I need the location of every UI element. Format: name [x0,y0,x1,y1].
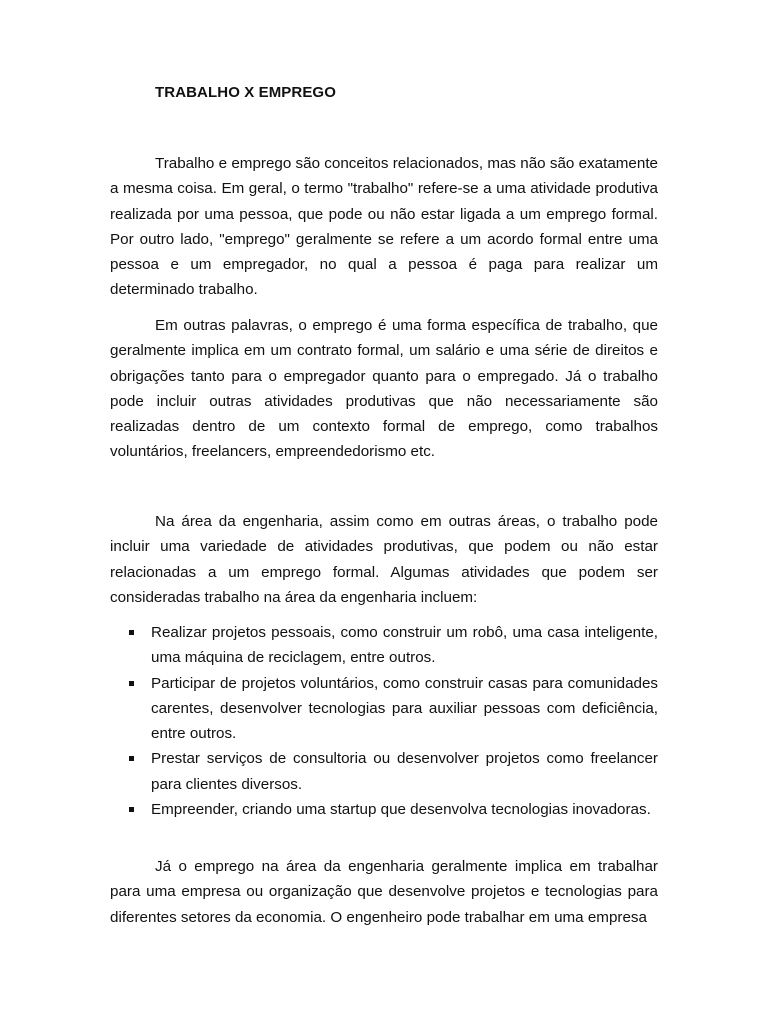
paragraph-2 [110,313,658,465]
list-item [110,746,658,797]
square-bullet-icon [129,807,134,812]
paragraph-text: Trabalho e emprego são conceitos relacionados, mas não são exatamente a mesma coisa. Em geral, o termo "trabalho" refere-se a uma atividade produtiva realizada por uma pessoa, que pode ou não estar ligada a um emprego formal. Por outro lado, "emprego" geralmente se refere a um acordo formal entre uma pessoa e um empregador, no qual a pessoa é paga para realizar um determinado trabalho. [110,155,658,299]
list-item [110,797,658,822]
list-item [110,620,658,671]
activities-list [110,620,658,822]
list-item-text: Empreender, criando uma startup que desenvolva tecnologias inovadoras. [151,801,651,819]
list-item-text: Prestar serviços de consultoria ou desenvolver projetos como freelancer para clientes diversos. [151,750,658,793]
paragraph-3 [110,509,658,610]
square-bullet-icon [129,756,134,761]
paragraph-text: Na área da engenharia, assim como em outras áreas, o trabalho pode incluir uma variedade de atividades produtivas, que podem ou não estar relacionadas a um emprego formal. Algumas atividades que podem ser consideradas trabalho na área da engenharia incluem: [110,513,658,606]
square-bullet-icon [129,630,134,635]
square-bullet-icon [129,681,134,686]
paragraph-text: Já o emprego na área da engenharia geralmente implica em trabalhar para uma empresa ou organização que desenvolve projetos e tecnologias para diferentes setores da economia. O engenheiro pode trabalhar em uma empresa [110,858,658,926]
list-item [110,671,658,747]
paragraph-text: Em outras palavras, o emprego é uma forma específica de trabalho, que geralmente implica em um contrato formal, um salário e uma série de direitos e obrigações tanto para o empregador quanto para o empregado. Já o trabalho pode incluir outras atividades produtivas que não necessariamente são realizadas dentro de um contexto formal de emprego, como trabalhos voluntários, freelancers, empreendedorismo etc. [110,317,658,461]
paragraph-1 [110,151,658,303]
document-title: TRABALHO X EMPREGO [155,84,336,101]
paragraph-4 [110,854,658,930]
list-item-text: Participar de projetos voluntários, como construir casas para comunidades carentes, desenvolver tecnologias para auxiliar pessoas com deficiência, entre outros. [151,674,658,743]
list-item-text: Realizar projetos pessoais, como construir um robô, uma casa inteligente, uma máquina de reciclagem, entre outros. [151,624,658,667]
